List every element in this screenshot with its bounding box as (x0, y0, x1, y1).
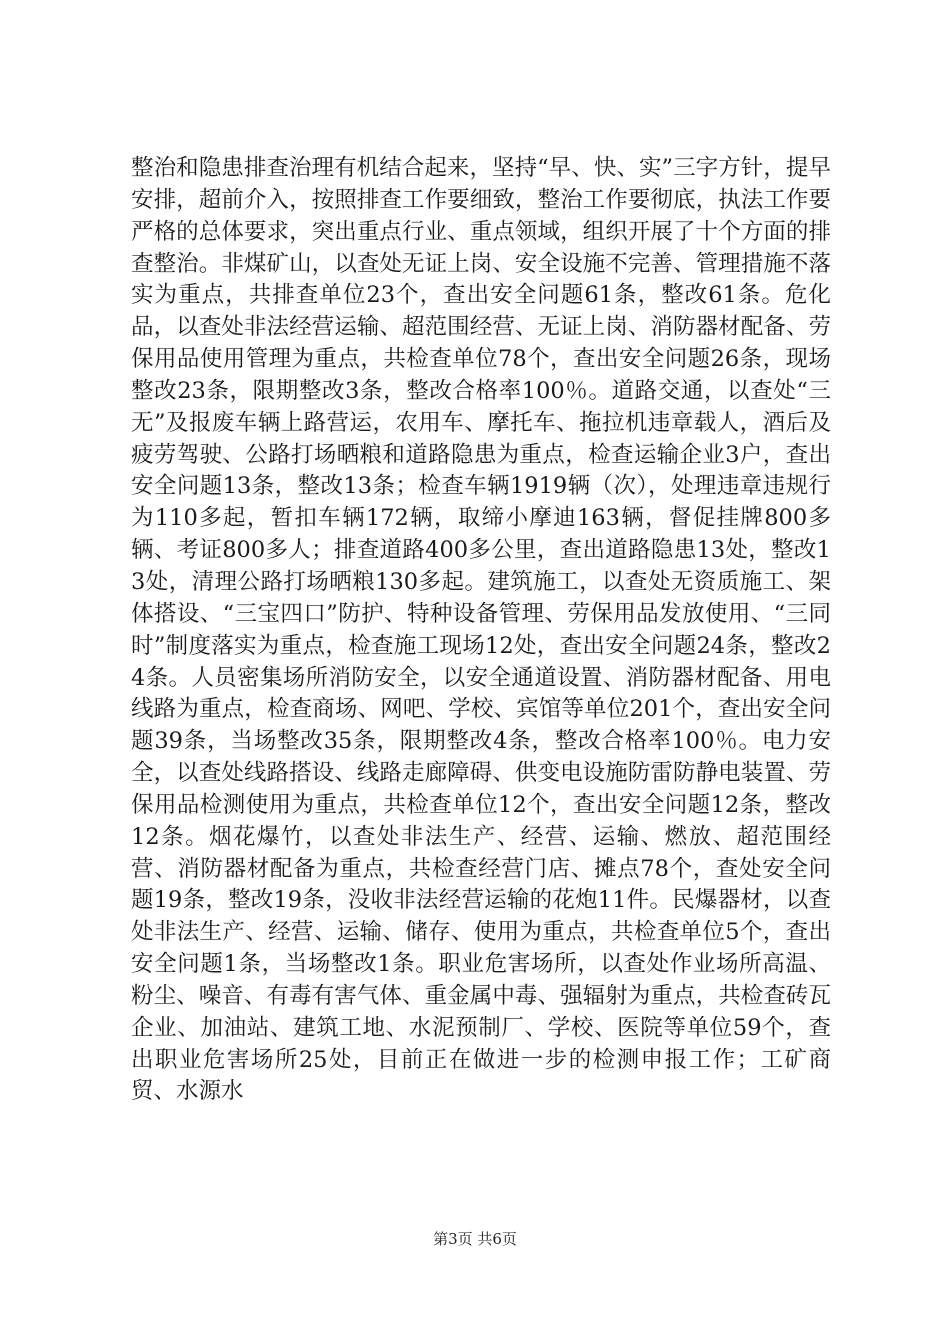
body-paragraph: 整治和隐患排查治理有机结合起来，坚持“早、快、实”三字方针，提早安排，超前介入，按照排查工作要细致，整治工作要彻底，执法工作要严格的总体要求，突出重点行业、重点领域，组织开展了十个方面的排查整治。非煤矿山，以查处无证上岗、安全设施不完善、管理措施不落实为重点，共排查单位23个，查出安全问题61条，整改61条。危化品，以查处非法经营运输、超范围经营、无证上岗、消防器材配备、劳保用品使用管理为重点，共检查单位78个，查出安全问题26条，现场整改23条，限期整改3条，整改合格率100％。道路交通，以查处“三无”及报废车辆上路营运，农用车、摩托车、拖拉机违章载人，酒后及疲劳驾驶、公路打场晒粮和道路隐患为重点，检查运输企业3户，查出安全问题13条，整改13条；检查车辆1919辆（次），处理违章违规行为110多起，暂扣车辆172辆，取缔小摩迪163辆，督促挂牌800多辆、考证800多人；排查道路400多公里，查出道路隐患13处，整改13处，清理公路打场晒粮130多起。建筑施工，以查处无资质施工、架体搭设、“三宝四口”防护、特种设备管理、劳保用品发放使用、“三同时”制度落实为重点，检查施工现场12处，查出安全问题24条，整改24条。人员密集场所消防安全，以安全通道设置、消防器材配备、用电线路为重点，检查商场、网吧、学校、宾馆等单位201个，查出安全问题39条，当场整改35条，限期整改4条，整改合格率100％。电力安全，以查处线路搭设、线路走廊障碍、供变电设施防雷防静电装置、劳保用品检测使用为重点，共检查单位12个，查出安全问题12条，整改12条。烟花爆竹，以查处非法生产、经营、运输、燃放、超范围经营、消防器材配备为重点，共检查经营门店、摊点78个，查处安全问题19条，整改19条，没收非法经营运输的花炮11件。民爆器材，以查处非法生产、经营、运输、储存、使用为重点，共检查单位5个，查出安全问题1条，当场整改1条。职业危害场所，以查处作业场所高温、粉尘、噪音、有毒有害气体、重金属中毒、强辐射为重点，共检查砖瓦企业、加油站、建筑工地、水泥预制厂、学校、医院等单位59个，查出职业危害场所25处，目前正在做进一步的检测申报工作；工矿商贸、水源水 (131, 155, 831, 1105)
page-number-footer: 第3页 共6页 (433, 1230, 517, 1248)
